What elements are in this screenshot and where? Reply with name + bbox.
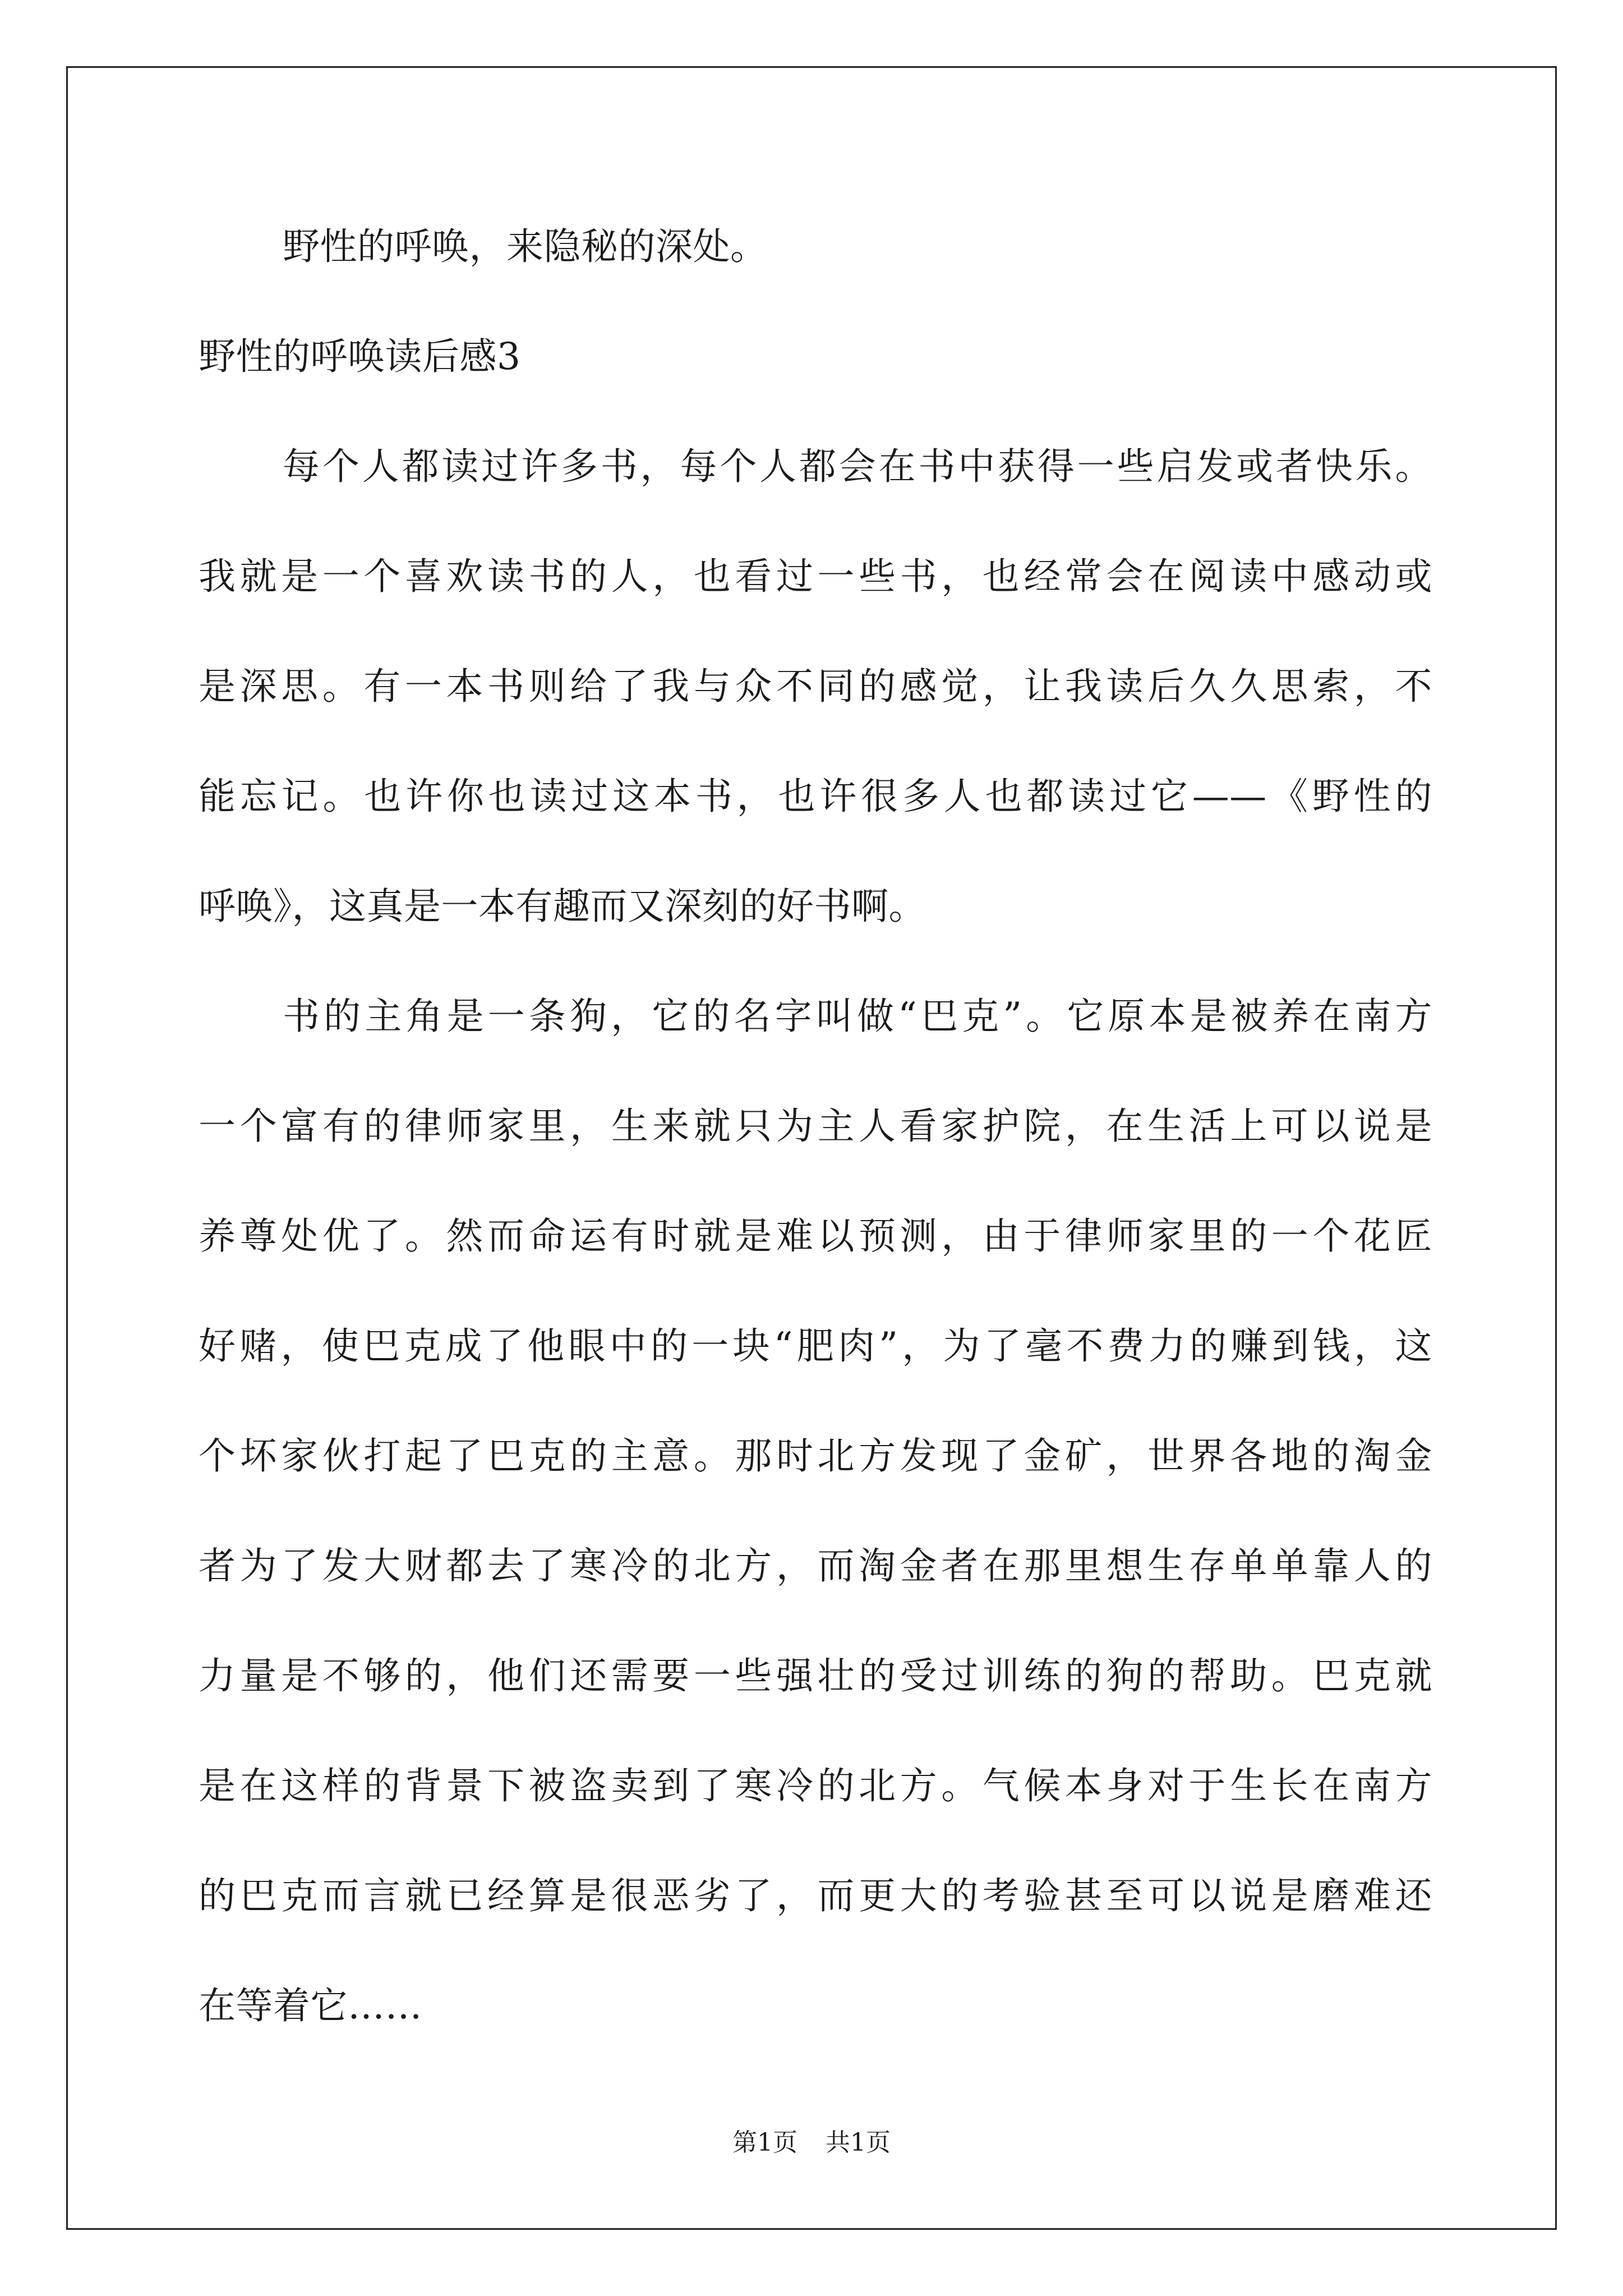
paragraph-line: 好赌，使巴克成了他眼中的一块“肥肉”，为了毫不费力的赚到钱，这 (199, 1324, 1432, 1368)
paragraph-line: 野性的呼唤，来隐秘的深处。 (283, 225, 768, 268)
document-body (199, 219, 1432, 2088)
paragraph-line: 我就是一个喜欢读书的人，也看过一些书，也经常会在阅读中感动或 (199, 555, 1432, 598)
paragraph-line: 一个富有的律师家里，生来就只为主人看家护院，在生活上可以说是 (199, 1105, 1432, 1148)
paragraph-line: 是在这样的背景下被盗卖到了寒冷的北方。气候本身对于生长在南方 (199, 1764, 1432, 1807)
paragraph-line: 在等着它…… (199, 1984, 422, 2027)
paragraph-line: 个坏家伙打起了巴克的主意。那时北方发现了金矿，世界各地的淘金 (199, 1434, 1432, 1478)
paragraph-line: 每个人都读过许多书，每个人都会在书中获得一些启发或者快乐。 (283, 445, 1432, 488)
section-heading: 野性的呼唤读后感3 (199, 335, 521, 378)
paragraph-line: 者为了发大财都去了寒冷的北方，而淘金者在那里想生存单单靠人的 (199, 1544, 1432, 1588)
paragraph-line: 的巴克而言就已经算是很恶劣了，而更大的考验甚至可以说是磨难还 (199, 1874, 1432, 1917)
paragraph-line: 能忘记。也许你也读过这本书，也许很多人也都读过它——《野性的 (199, 775, 1432, 818)
page-number-total: 共1页 (826, 2128, 891, 2157)
paragraph-line: 是深思。有一本书则给了我与众不同的感觉，让我读后久久思索，不 (199, 665, 1432, 708)
paragraph-line: 力量是不够的，他们还需要一些强壮的受过训练的狗的帮助。巴克就 (199, 1654, 1432, 1697)
paragraph-line: 养尊处优了。然而命运有时就是难以预测，由于律师家里的一个花匠 (199, 1214, 1432, 1258)
paragraph-line: 呼唤》，这真是一本有趣而又深刻的好书啊。 (199, 885, 926, 928)
paragraph-line: 书的主角是一条狗，它的名字叫做“巴克”。它原本是被养在南方 (283, 995, 1432, 1038)
page-number-current: 第1页 (732, 2128, 797, 2157)
page-footer (0, 2126, 1623, 2160)
